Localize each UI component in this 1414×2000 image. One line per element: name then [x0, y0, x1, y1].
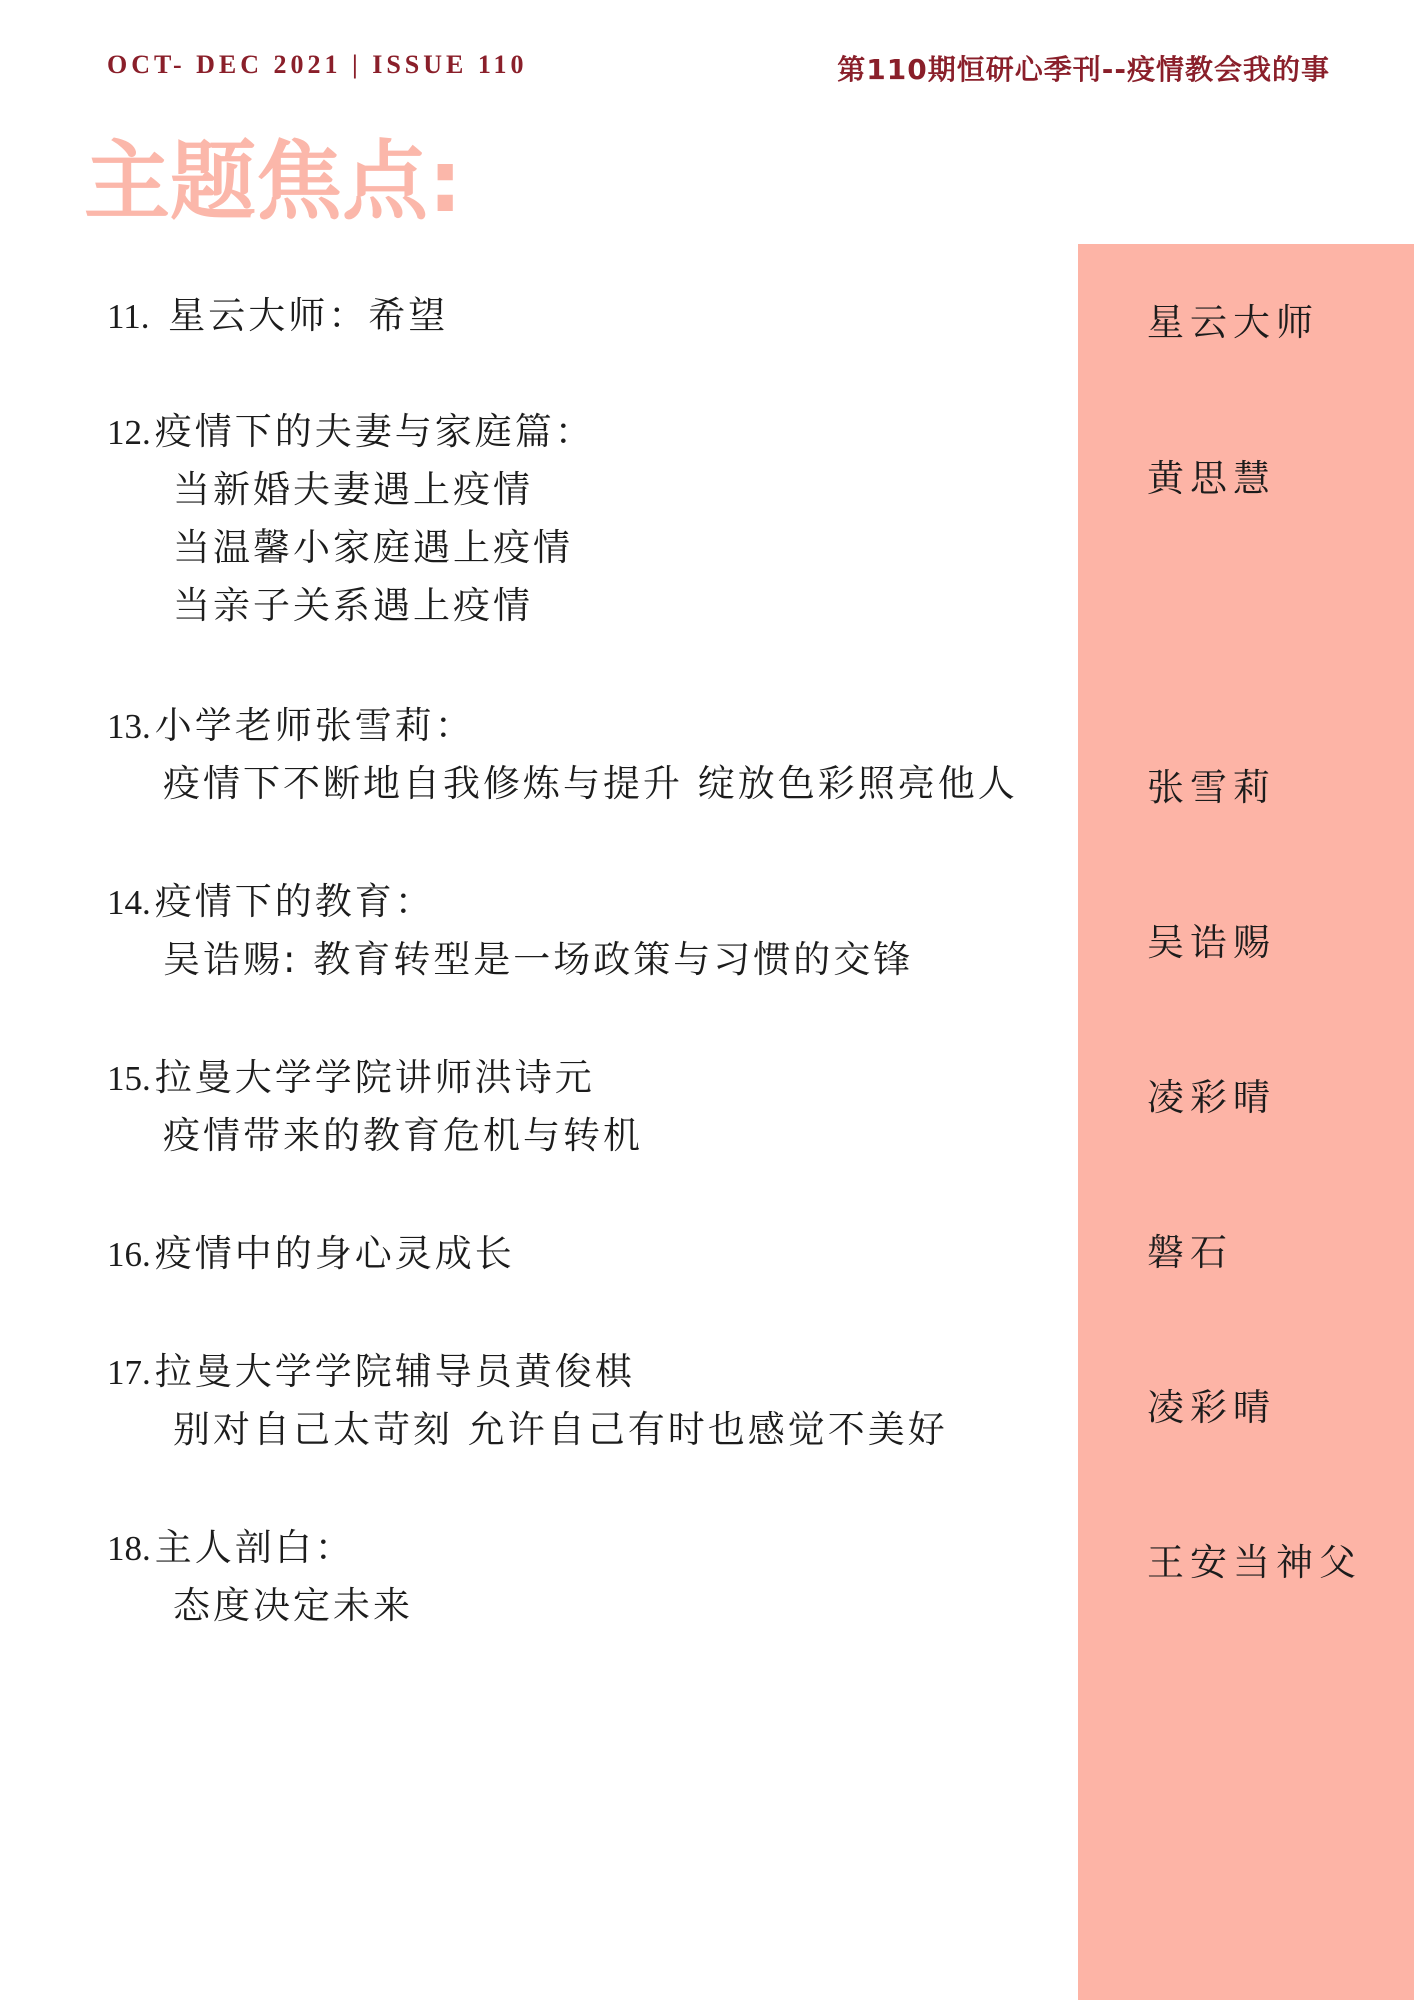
- entry-title: 主人剖白：: [154, 1526, 355, 1569]
- entry-number: 15.: [107, 1059, 151, 1098]
- entry-subline: 疫情下不断地自我修炼与提升 绽放色彩照亮他人: [163, 762, 1018, 805]
- entry-number: 11.: [107, 297, 150, 336]
- toc-entry-14: [107, 873, 913, 989]
- toc-entry-17: [107, 1343, 948, 1459]
- toc-entry-12: [107, 403, 595, 635]
- entry-title: 小学老师张雪莉：: [154, 704, 475, 747]
- entry-subline: 当亲子关系遇上疫情: [173, 584, 533, 627]
- author-name: 吴诰赐: [1147, 921, 1276, 964]
- entry-line: [107, 403, 595, 461]
- entry-subline: 吴诰赐: 教育转型是一场政策与习惯的交锋: [163, 938, 914, 981]
- section-title: 主题焦点:: [84, 132, 463, 232]
- entry-number: 17.: [107, 1353, 151, 1392]
- entry-line: [107, 873, 913, 931]
- entry-subline: 别对自己太苛刻 允许自己有时也感觉不美好: [173, 1408, 948, 1451]
- author-name: 星云大师: [1147, 301, 1319, 344]
- journal-title: 第110期恒研心季刊--疫情教会我的事: [837, 53, 1330, 86]
- entry-title: 拉曼大学学院辅导员黄俊棋: [154, 1350, 635, 1393]
- issue-label: OCT- DEC 2021 | ISSUE 110: [107, 50, 528, 79]
- entry-line: [107, 1225, 515, 1283]
- entry-number: 18.: [107, 1529, 151, 1568]
- entry-line: [107, 287, 448, 345]
- entry-title: 星云大师：希望: [168, 294, 449, 337]
- entry-subline: 疫情带来的教育危机与转机: [163, 1114, 643, 1157]
- entry-number: 12.: [107, 413, 151, 452]
- entry-title: 疫情中的身心灵成长: [154, 1232, 515, 1275]
- entry-title: 拉曼大学学院讲师洪诗元: [154, 1056, 595, 1099]
- toc-entry-11: [107, 287, 448, 345]
- entry-subline: 当温馨小家庭遇上疫情: [173, 526, 573, 569]
- toc-entry-15: [107, 1049, 643, 1165]
- entry-subline: 态度决定未来: [173, 1584, 413, 1627]
- entry-line: [107, 1049, 643, 1107]
- author-name: 凌彩晴: [1147, 1386, 1276, 1429]
- author-name: 凌彩晴: [1147, 1076, 1276, 1119]
- author-name: 王安当神父: [1147, 1541, 1362, 1584]
- toc-entry-13: [107, 697, 1018, 813]
- entry-line: [107, 697, 1018, 755]
- entry-number: 14.: [107, 883, 151, 922]
- entry-title: 疫情下的教育：: [154, 880, 435, 923]
- entry-line: [107, 1343, 948, 1401]
- toc-entry-16: [107, 1225, 515, 1283]
- author-name: 磐石: [1147, 1231, 1233, 1274]
- entry-title: 疫情下的夫妻与家庭篇：: [154, 410, 595, 453]
- author-name: 张雪莉: [1147, 766, 1276, 809]
- entry-number: 16.: [107, 1235, 151, 1274]
- entry-number: 13.: [107, 707, 151, 746]
- toc-entry-18: [107, 1519, 413, 1635]
- author-name: 黄思慧: [1147, 457, 1276, 500]
- entry-line: [107, 1519, 413, 1577]
- entry-subline: 当新婚夫妻遇上疫情: [173, 468, 533, 511]
